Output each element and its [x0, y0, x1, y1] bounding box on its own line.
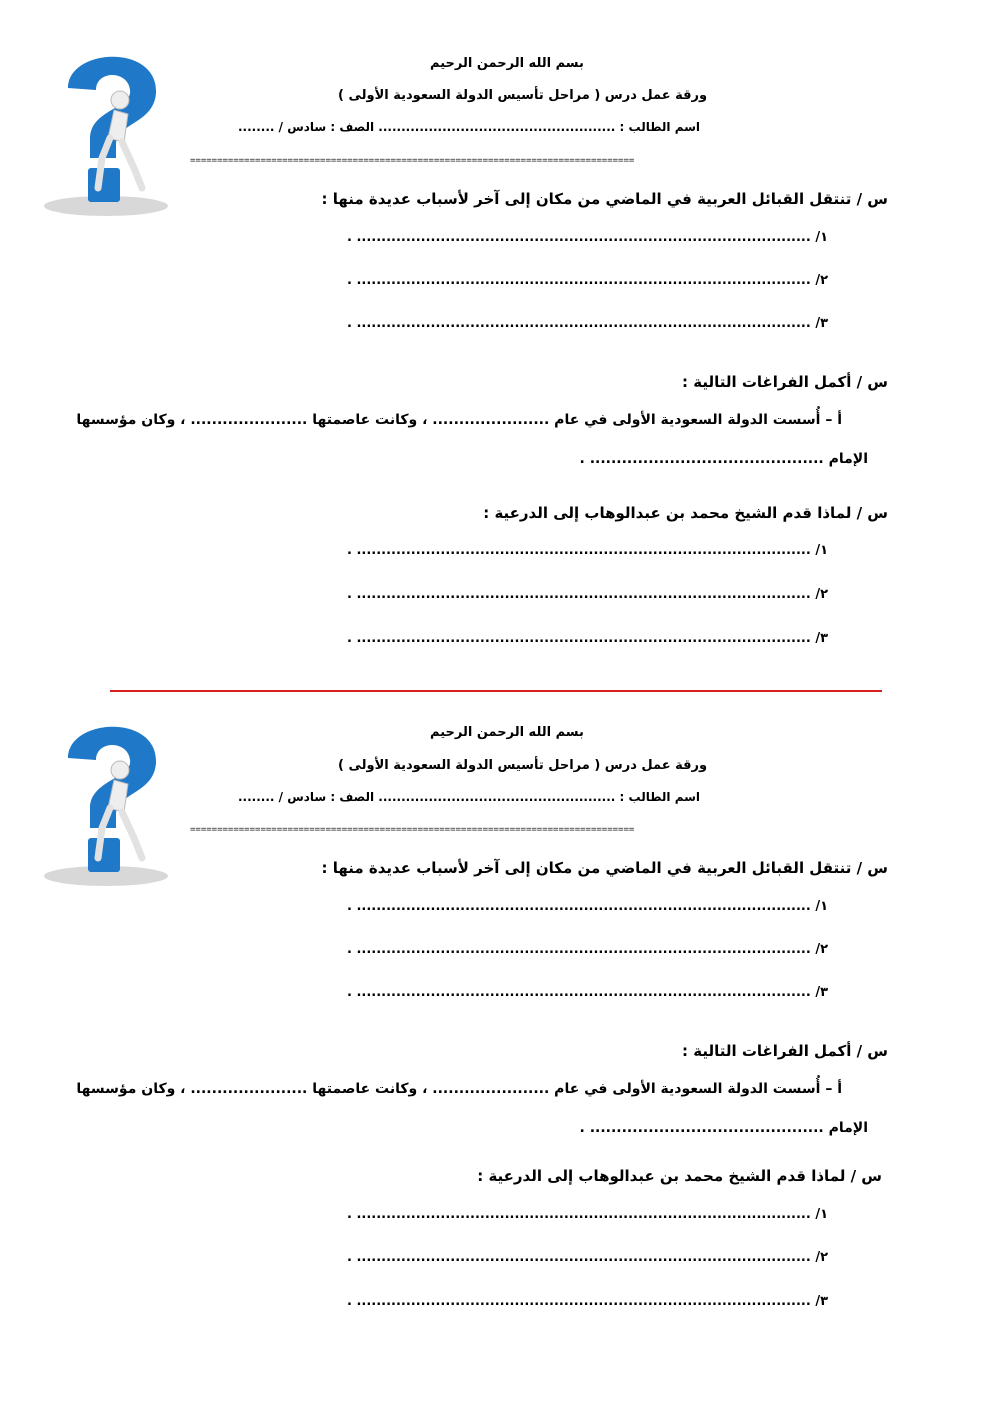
fill-blank-line-2: الإمام ............................................ . — [579, 451, 868, 467]
answer-line: ٢/ ............................................................................................ . — [346, 587, 828, 602]
answer-line: ١/ ............................................................................................ . — [346, 230, 828, 245]
answer-line: ٢/ ............................................................................................ . — [346, 273, 828, 288]
question-mark-figure-icon — [38, 708, 178, 888]
worksheet-title: ورقة عمل درس ( مراحل تأسيس الدولة السعودية الأولى ) — [338, 758, 708, 773]
header-separator: ================================================================================== — [190, 156, 635, 166]
worksheet-2 — [0, 670, 992, 1340]
question-2-text: س / أكمل الفراغات التالية : — [682, 373, 888, 391]
question-mark-figure-icon — [38, 38, 178, 218]
answer-line: ٢/ ............................................................................................ . — [346, 942, 828, 957]
header-separator: ================================================================================== — [190, 825, 635, 835]
fill-blank-line-2: الإمام ............................................ . — [579, 1120, 868, 1136]
question-1-text: س / تنتقل القبائل العربية في الماضي من مكان إلى آخر لأسباب عديدة منها : — [321, 859, 888, 877]
student-name-field: اسم الطالب : .................................................... الصف : سادس / ........ — [238, 790, 701, 804]
question-2-text: س / أكمل الفراغات التالية : — [682, 1042, 888, 1060]
answer-line: ٣/ ............................................................................................ . — [346, 316, 828, 331]
fill-blank-line-1: أ – أُسست الدولة السعودية الأولى في عام ...................... ، وكانت عاصمتها ...................... ، وكان مؤسسها — [76, 412, 842, 428]
answer-line: ٣/ ............................................................................................ . — [346, 985, 828, 1000]
student-name-field: اسم الطالب : .................................................... الصف : سادس / ........ — [238, 120, 701, 134]
answer-line: ٣/ ............................................................................................ . — [346, 1294, 828, 1309]
worksheet-title: ورقة عمل درس ( مراحل تأسيس الدولة السعودية الأولى ) — [338, 88, 708, 103]
answer-line: ٣/ ............................................................................................ . — [346, 631, 828, 646]
basmala: بسم الله الرحمن الرحيم — [430, 56, 584, 71]
question-3-text: س / لماذا قدم الشيخ محمد بن عبدالوهاب إلى الدرعية : — [483, 504, 888, 522]
worksheet-1 — [0, 0, 992, 670]
basmala: بسم الله الرحمن الرحيم — [430, 725, 584, 740]
answer-line: ٢/ ............................................................................................ . — [346, 1250, 828, 1265]
question-3-text: س / لماذا قدم الشيخ محمد بن عبدالوهاب إلى الدرعية : — [477, 1167, 882, 1185]
question-1-text: س / تنتقل القبائل العربية في الماضي من مكان إلى آخر لأسباب عديدة منها : — [321, 190, 888, 208]
answer-line: ١/ ............................................................................................ . — [346, 1207, 828, 1222]
answer-line: ١/ ............................................................................................ . — [346, 899, 828, 914]
answer-line: ١/ ............................................................................................ . — [346, 543, 828, 558]
fill-blank-line-1: أ – أُسست الدولة السعودية الأولى في عام ...................... ، وكانت عاصمتها ...................... ، وكان مؤسسها — [76, 1081, 842, 1097]
